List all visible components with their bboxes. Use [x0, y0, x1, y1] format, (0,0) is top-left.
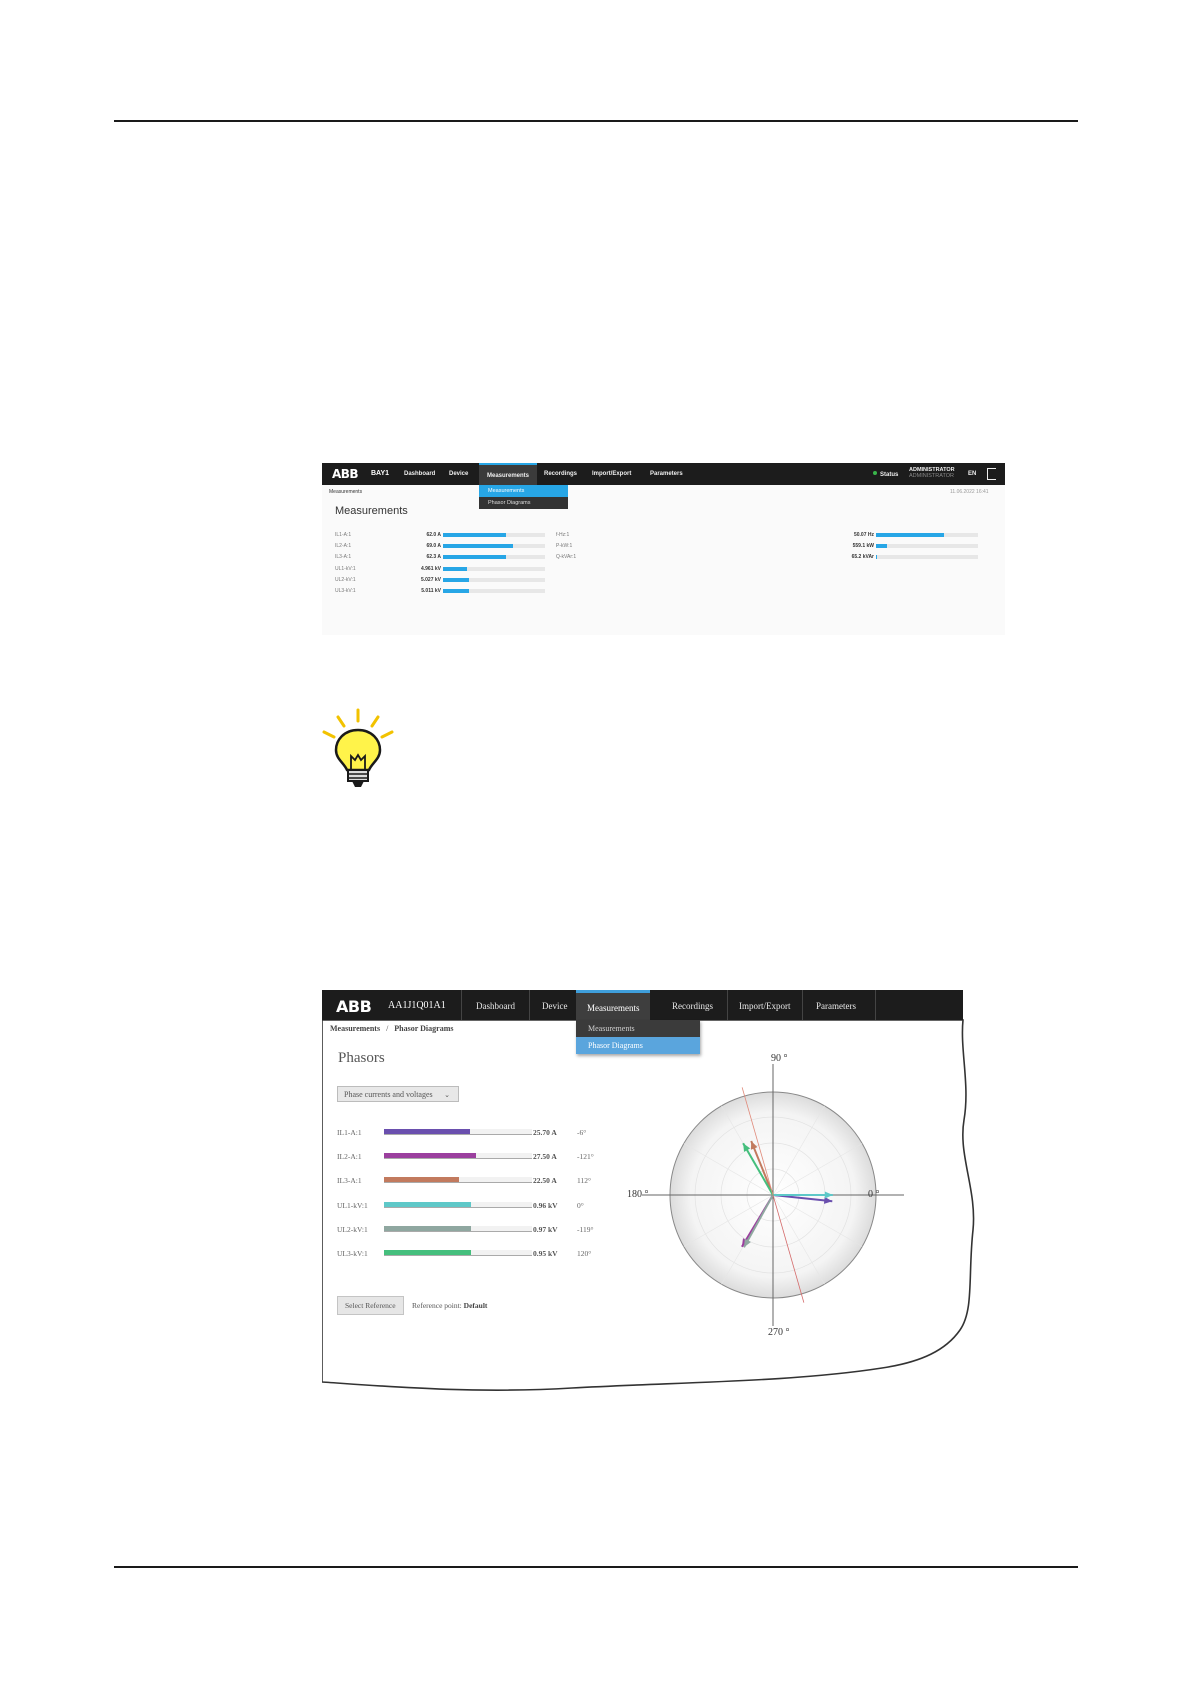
- phasor-row: [337, 1174, 607, 1186]
- page-title: Phasors: [338, 1050, 385, 1066]
- breadcrumb-measurements[interactable]: Measurements: [330, 1024, 381, 1033]
- phasor-magnitude-fill: [384, 1202, 471, 1207]
- nav-divider: [875, 990, 876, 1020]
- axis-label-180: 180 °: [627, 1189, 649, 1200]
- tab-recordings[interactable]: Recordings: [544, 471, 578, 477]
- phasor-angle: 0°: [577, 1200, 584, 1210]
- measurement-value: 62.0 A: [426, 532, 441, 538]
- phasor-magnitude-bar: [384, 1250, 532, 1256]
- measurement-bar-fill: [876, 555, 877, 559]
- breadcrumb[interactable]: Measurements: [329, 489, 363, 495]
- measurement-label: UL1-kV:1: [335, 565, 356, 572]
- measurement-bar-fill: [876, 544, 887, 548]
- phasor-label: UL2-kV:1: [337, 1224, 368, 1234]
- measurement-row: [335, 565, 545, 573]
- measurement-bar: [443, 567, 545, 571]
- reference-point-label: Reference point:: [412, 1301, 462, 1310]
- measurement-row: [335, 553, 545, 561]
- measurement-bar-fill: [443, 544, 513, 548]
- measurement-bar-fill: [443, 555, 506, 559]
- nav-divider: [461, 990, 462, 1020]
- measurement-value: 50.07 Hz: [853, 532, 874, 538]
- user-name: ADMINISTRATOR: [909, 467, 955, 473]
- measurements-screenshot: [322, 463, 1005, 635]
- measurement-value: 65.2 kVAr: [851, 554, 874, 561]
- nav-divider: [529, 990, 530, 1020]
- phasor-row: [337, 1126, 607, 1138]
- phasor-magnitude-bar: [384, 1153, 532, 1159]
- abb-logo: ABB: [332, 467, 359, 481]
- top-navigation-bar: [322, 990, 963, 1020]
- menu-item-measurements[interactable]: Measurements: [479, 485, 568, 497]
- abb-logo: ABB: [336, 997, 372, 1016]
- measurement-bar: [443, 578, 545, 582]
- phasor-magnitude: 27.50 A: [533, 1152, 557, 1162]
- measurement-bar: [876, 555, 978, 559]
- measurement-bar-fill: [443, 578, 469, 582]
- measurement-value: 62.3 A: [426, 554, 441, 561]
- footer-rule: [114, 1566, 1078, 1568]
- phasor-magnitude: 0.97 kV: [533, 1224, 558, 1234]
- axis-label-90: 90 °: [771, 1053, 788, 1064]
- measurement-bar: [443, 533, 545, 537]
- measurement-bar-fill: [443, 567, 467, 571]
- measurement-row: [335, 542, 545, 550]
- breadcrumb-separator: /: [386, 1024, 389, 1033]
- tip-lightbulb-icon: [320, 708, 396, 792]
- tab-measurements[interactable]: Measurements: [479, 463, 537, 485]
- measurement-bar-fill: [443, 533, 506, 537]
- header-rule: [114, 120, 1078, 122]
- logout-icon[interactable]: [987, 468, 996, 480]
- measurement-row: [556, 553, 978, 561]
- tab-dashboard[interactable]: Dashboard: [476, 1001, 515, 1011]
- select-reference-button[interactable]: Select Reference: [337, 1296, 404, 1315]
- measurement-label: UL2-kV:1: [335, 576, 356, 583]
- measurement-bar: [443, 555, 545, 559]
- phasor-label: UL3-kV:1: [337, 1249, 368, 1258]
- measurement-row: [335, 531, 545, 539]
- tab-import-export[interactable]: Import/Export: [739, 1001, 791, 1011]
- phasor-magnitude-bar: [384, 1202, 532, 1208]
- nav-divider: [727, 990, 728, 1020]
- measurement-value: 4.961 kV: [420, 565, 441, 572]
- tab-dashboard[interactable]: Dashboard: [404, 471, 436, 477]
- status-indicator[interactable]: [873, 471, 898, 478]
- phasor-magnitude-bar: [384, 1177, 532, 1183]
- chevron-down-icon: ⌄: [444, 1091, 450, 1099]
- user-role: ADMINISTRATOR: [909, 473, 955, 479]
- phasor-diagrams-screenshot: [322, 990, 992, 1400]
- phasor-magnitude: 0.95 kV: [533, 1249, 558, 1258]
- measurement-row: [556, 531, 978, 539]
- phasor-angle: 112°: [577, 1176, 591, 1186]
- measurement-label: UL3-kV:1: [335, 588, 356, 594]
- axis-label-270: 270 °: [768, 1327, 790, 1338]
- top-navigation-bar: [322, 463, 1005, 485]
- phasor-label: IL2-A:1: [337, 1152, 362, 1162]
- tab-recordings[interactable]: Recordings: [672, 1001, 713, 1011]
- status-label: Status: [880, 472, 899, 478]
- phasor-magnitude: 22.50 A: [533, 1176, 557, 1186]
- phasor-row: [337, 1247, 607, 1259]
- measurement-label: IL3-A:1: [335, 554, 352, 561]
- phasor-set-select[interactable]: [337, 1086, 459, 1102]
- phasor-label: IL1-A:1: [337, 1128, 362, 1137]
- phasor-magnitude-fill: [384, 1153, 476, 1158]
- phasor-diagram: [642, 1064, 904, 1326]
- measurement-row: [556, 542, 978, 550]
- phasor-magnitude: 0.96 kV: [533, 1200, 558, 1210]
- phasor-row: [337, 1199, 607, 1211]
- timestamp: 11.06.2022 16:41: [950, 489, 989, 495]
- tab-import-export[interactable]: Import/Export: [592, 471, 632, 477]
- device-name[interactable]: BAY1: [371, 470, 390, 477]
- phasor-magnitude-fill: [384, 1129, 470, 1134]
- measurement-bar: [876, 544, 978, 548]
- tab-measurements[interactable]: Measurements: [576, 990, 650, 1020]
- page-title: Measurements: [335, 505, 408, 517]
- phasor-angle: -119°: [577, 1224, 594, 1234]
- reference-point-info: [412, 1301, 487, 1310]
- measurement-label: IL2-A:1: [335, 543, 352, 550]
- menu-item-phasor-diagrams[interactable]: Phasor Diagrams: [488, 500, 531, 506]
- reference-point-value: Default: [463, 1301, 488, 1310]
- measurement-bar: [443, 544, 545, 548]
- measurement-value: 5.027 kV: [420, 576, 441, 583]
- tab-device[interactable]: Device: [449, 471, 469, 477]
- phasor-magnitude-bar: [384, 1129, 532, 1135]
- measurement-label: f-Hz:1: [556, 532, 570, 538]
- status-dot-icon: [873, 471, 877, 475]
- language-selector[interactable]: EN: [968, 471, 977, 477]
- phasor-row: [337, 1223, 607, 1235]
- axis-label-0: 0 °: [868, 1189, 880, 1200]
- measurement-label: Q-kVAr:1: [556, 554, 577, 561]
- breadcrumb-phasor-diagrams: Phasor Diagrams: [394, 1024, 454, 1033]
- measurement-label: P-kW:1: [556, 543, 573, 550]
- measurement-bar-fill: [876, 533, 944, 537]
- measurement-value: 69.0 A: [426, 543, 441, 550]
- phasor-magnitude: 25.70 A: [533, 1128, 557, 1137]
- phasor-magnitude-fill: [384, 1226, 471, 1231]
- phasor-angle: 120°: [577, 1249, 592, 1258]
- measurements-dropdown: [576, 1020, 700, 1054]
- measurement-bar: [443, 589, 545, 593]
- tab-parameters[interactable]: Parameters: [816, 1001, 856, 1011]
- measurement-bar-fill: [443, 589, 469, 593]
- measurements-dropdown: [479, 485, 568, 509]
- phasor-label: IL3-A:1: [337, 1176, 362, 1186]
- phasor-row: [337, 1150, 607, 1162]
- breadcrumb: [330, 1024, 453, 1033]
- menu-item-phasor-diagrams[interactable]: Phasor Diagrams: [576, 1037, 700, 1054]
- measurement-bar: [876, 533, 978, 537]
- device-name[interactable]: AA1J1Q01A1: [388, 1000, 446, 1011]
- tab-device[interactable]: Device: [542, 1001, 568, 1011]
- phasor-angle: -121°: [577, 1152, 594, 1162]
- phasor-set-select-value: Phase currents and voltages: [344, 1090, 433, 1099]
- measurement-row: [335, 576, 545, 584]
- menu-item-measurements[interactable]: Measurements: [588, 1024, 635, 1033]
- phasor-magnitude-bar: [384, 1226, 532, 1232]
- measurement-row: [335, 587, 545, 595]
- phasor-angle: -6°: [577, 1128, 587, 1137]
- measurement-label: IL1-A:1: [335, 532, 352, 538]
- measurement-value: 559.1 kW: [852, 543, 874, 550]
- phasor-label: UL1-kV:1: [337, 1200, 368, 1210]
- phasor-magnitude-fill: [384, 1177, 459, 1182]
- tab-parameters[interactable]: Parameters: [650, 471, 683, 477]
- nav-divider: [802, 990, 803, 1020]
- measurement-value: 5.011 kV: [421, 588, 441, 594]
- user-menu[interactable]: [909, 467, 955, 479]
- phasor-magnitude-fill: [384, 1250, 471, 1255]
